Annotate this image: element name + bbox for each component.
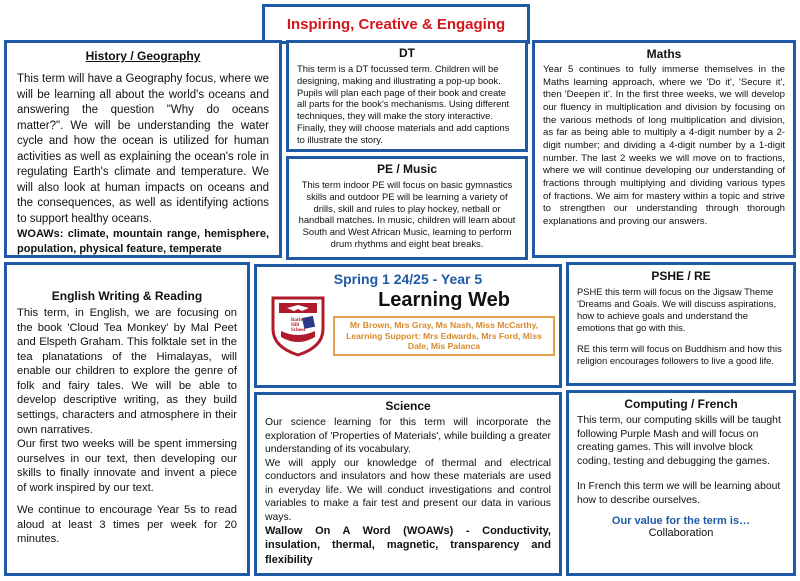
panel-title: History / Geography [85,49,201,63]
staff-box [333,316,555,356]
maths-panel [532,40,796,258]
value-label: Our value for the term is… [611,515,751,528]
paragraph: Our first two weeks will be spent immersing ourselves in our text, then developing our skills to finally innovate and invent a piece of work inspired by our text. [17,438,237,494]
svg-text:School: School [291,328,306,333]
web-subtitle: Learning Web [378,289,510,311]
panel-title: English Writing & Reading [51,289,203,303]
pe-music-panel [286,156,528,260]
panel-title: Maths [646,47,682,61]
paragraph: In French this term we will be learning about how to describe ourselves. [577,481,781,506]
paragraph: This term, our computing skills will be taught following Purple Mash and will focus on creating games. This will involve block coding, testing and debugging the games. [577,415,781,467]
panel-body: This term indoor PE will focus on basic gymnastics skills and outdoor PE will be learning a variety of drills, skill and rules to play hockey, netball or handball matches. In music, children will learn about South and West African Music, learning to perform drum rhythms and eight beat breaks. [298,179,516,249]
woaws-text: WOAWs: climate, mountain range, hemisphere, population, physical feature, temperate [17,228,269,255]
panel-body: This term is a DT focussed term. Children will be designing, making and illustrating a pop-up book. Pupils will plan each page of their book and create all parts for the book's mechanisms. Using different techniques, they will make the story interactive. Finally, they will choose materials and add captions to illustrate the story. [297,63,510,145]
history-geography-panel [4,40,282,258]
dt-panel [286,40,528,152]
banner-text: Inspiring, Creative & Engaging [286,15,506,33]
science-panel [254,392,562,576]
paragraph: Our science learning for this term will incorporate the exploration of 'Properties of Materials', while building a greater understanding of its vocabulary. [265,417,551,456]
svg-text:Barley: Barley [291,318,306,323]
paragraph: This term, in English, we are focusing on the book 'Cloud Tea Monkey' by Mal Peet and Elspeth Graham. This folktale set in the tea planatations of the Himalayas, will enable our children to explore the genre of folk and fairy tales. We will be able to develop descriptive writing, as they build settings, characters and atmosphere in their own narratives. [17,307,237,436]
banner [262,4,530,44]
panel-body: Year 5 continues to fully immerse themselves in the Maths learning approach, where we 'Do it', 'Secure it', then 'Deepen it'. In the first three weeks, we will develop our fluency in multiplication and division by focusing on the various methods of long multiplication and division, as far as being able to multiply a 4-digit number by a 2-digit number; and dividing a 4-digit number by a 1-digit number. The last 2 weeks we will move on to fractions, where we will continue developing our understanding of fractions through multiplying and dividing various types of fractions. We aim for mastery within a topic and strive to strengthen our understanding through thorough explanations and proving our answers. [543,64,785,227]
panel-title: Computing / French [624,397,738,411]
staff-support: Learning Support: Mrs Edwards, Mrs Ford, Miss Dale, Mis Palanca [346,330,542,352]
paragraph: RE this term will focus on Buddhism and how this religion encourages followers to live a good life. [577,343,782,367]
school-crest-logo [269,295,327,357]
staff-teachers: Mr Brown, Mrs Gray, Ms Nash, Miss McCarthy, [349,320,539,330]
learning-web-panel [254,264,562,388]
computing-french-panel [566,390,796,576]
web-title: Spring 1 24/25 - Year 5 [333,271,483,287]
panel-title: PE / Music [376,162,438,176]
svg-text:Hill: Hill [291,323,300,328]
value-text: Collaboration [648,527,714,540]
pshe-re-panel [566,262,796,386]
woaws-text: Wallow On A Word (WOAWs) - Conductivity, insulation, thermal, magnetic, transparency and flexibility [265,525,551,566]
paragraph: We will apply our knowledge of thermal and electrical conductors and insulators and how these materials are used in everyday life. We will conduct investigations and control variables to make a fair test and present our data in various ways. [265,457,551,523]
english-panel [4,262,250,576]
panel-title: PSHE / RE [651,269,711,283]
panel-title: Science [385,399,431,413]
paragraph: We continue to encourage Year 5s to read aloud at least 3 times per week for 20 minutes. [17,504,237,546]
panel-body: This term will have a Geography focus, where we will be learning all about the world's oceans and answering the question "Why do oceans matter?". We will be understanding the water cycle and how the ocean is utilized for human activities as well as explaining the ocean's role in regulating Earth's climate and temperature. We will also look at human impacts on oceans and the consequences, as well as identifying actions to support healthy oceans. [17,73,269,225]
panel-title: DT [399,46,415,60]
paragraph: PSHE this term will focus on the Jigsaw Theme 'Dreams and Goals. We will discuss aspirations, how to achieve goals and understand the emotions that go with this. [577,286,777,334]
